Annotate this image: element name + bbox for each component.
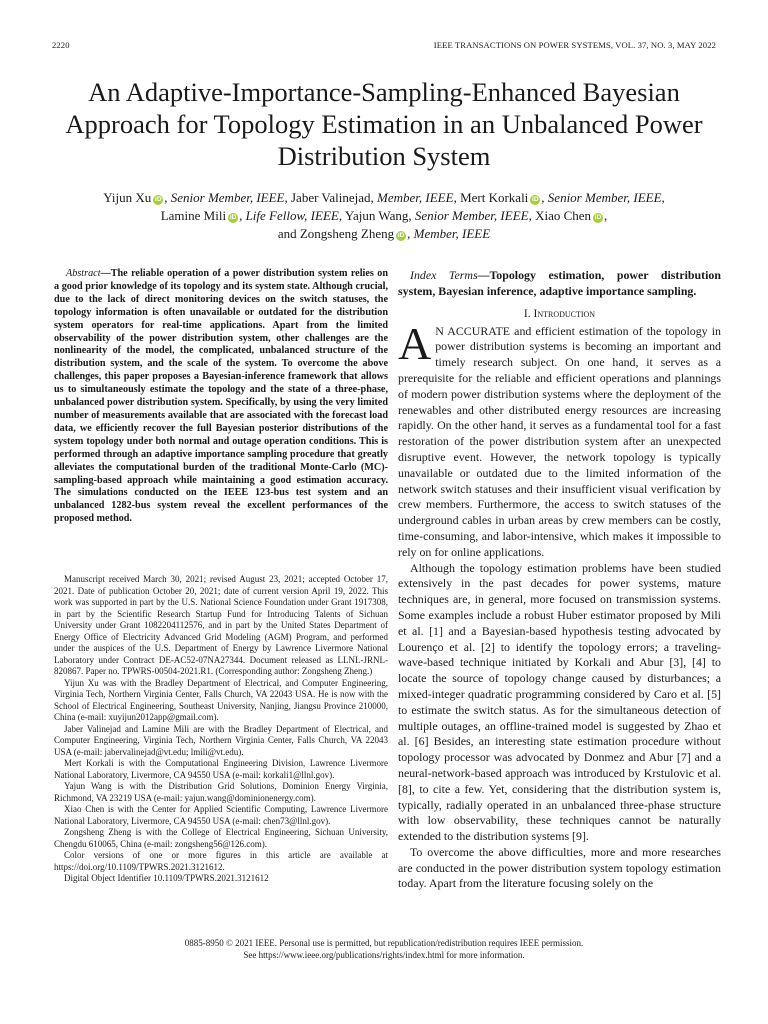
section-title: Introduction: [533, 307, 596, 320]
index-terms-label: Index Terms: [410, 268, 478, 282]
section-heading: [398, 308, 721, 320]
orcid-icon[interactable]: iD: [532, 196, 539, 203]
author-name: Jaber Valinejad: [290, 190, 371, 205]
right-column: [398, 268, 721, 892]
footnote-doi: Digital Object Identifier 10.1109/TPWRS.2021.3121612: [64, 873, 269, 883]
author-name: Yijun Xu: [103, 190, 152, 205]
orcid-icon[interactable]: iD: [397, 232, 405, 239]
section-number: I.: [523, 307, 531, 320]
abstract-text: —The reliable operation of a power distribution system relies on a good prior knowledge of its topology and its system state. Although crucial, due to the lack of direct monitoring devices on the switch statuses, the topology information is often unavailable or outdated for the distribution system operators for real-time applications. Apart from the limited observability of the power distribution system, other challenges are the nonlinearity of the model, the complicated, unbalanced structure of the distribution system, and the scale of the system. To overcome the above challenges, this paper proposes a Bayesian-inference framework that allows us to simultaneously estimate the topology and the state of a three-phase, unbalanced power distribution system. Specifically, by using the very limited number of measurements available that are associated with the forecast load data, we efficiently recover the full Bayesian posterior distributions of the system topology under both normal and outage operation conditions. This is performed through an adaptive importance sampling procedure that greatly alleviates the computational burden of the traditional Monte-Carlo (MC)-sampling-based approach while maintaining a good estimation accuracy. The simulations conducted on the IEEE 123-bus test system and an unbalanced 1282-bus system reveal the excellent performances of the proposed method.: [54, 268, 388, 525]
copyright-line: 0885-8950 © 2021 IEEE. Personal use is permitted, but republication/redistribution requires IEEE permission.: [184, 938, 584, 948]
index-terms: [398, 268, 721, 300]
intro-paragraph: Although the topology estimation problems have been studied extensively in the past decades for power systems, mature techniques are, in general, more focused on transmission systems. Some examples include a robust Huber estimator proposed by Mili et al. [1] and a Bayesian-based hypothesis testing advocated by Lourenço et al. [2] to identify the topology errors; a traveling-wave-based technique initiated by Korkali and Abur [3], [4] to locate the source of topology change caused by disturbances; a mixed-integer quadratic programming considered by Caro et al. [5] to estimate the switch status. As for the simultaneous detection of multiple outages, an offline-trained model is suggested by Zhao et al. [6] Besides, an interesting state estimation procedure without topology processor was advocated by Donmez and Abur [7] and a neural-network-based approach was introduced by Krstulovic et al. [8], to cite a few. Yet, considering that the distribution system is, typically, radially operated in an unbalanced three-phase structure with low observability, these techniques cannot be naturally extended to the distribution systems [9].: [398, 560, 721, 844]
intro-paragraph: To overcome the above difficulties, more and more researches are conducted in the power distribution system topology estimation today. Apart from the literature focusing solely on the: [398, 844, 721, 891]
abstract: [54, 268, 388, 526]
abstract-label: Abstract: [66, 268, 101, 279]
author-role: Senior Member, IEEE: [170, 190, 285, 205]
paper-title: An Adaptive-Importance-Sampling-Enhanced Bayesian Approach for Topology Estimation in an Unbalanced Power Distribution System: [65, 77, 703, 171]
footnote-affiliation: Mert Korkali is with the Computational Engineering Division, Lawrence Livermore National Laboratory, Livermore, CA 94550 USA (e-mail: korkali1@llnl.gov).: [54, 758, 388, 780]
index-terms-text: —Topology estimation, power distribution system, Bayesian inference, adaptive importance sampling.: [398, 268, 721, 298]
intro-paragraph: [398, 317, 721, 561]
footnote-affiliation: Zongsheng Zheng is with the College of Electrical Engineering, Sichuan University, Chengdu 610065, China (e-mail: zongsheng56@126.com).: [54, 827, 388, 849]
footnote-affiliation: Yajun Wang is with the Distribution Grid Solutions, Dominion Energy Virginia, Richmond, VA 23219 USA (e-mail: yajun.wang@dominionenergy.com).: [54, 781, 388, 803]
copyright-notice: [40, 938, 728, 961]
footnote-manuscript: Manuscript received March 30, 2021; revised August 23, 2021; accepted October 17, 2021. Date of publication October 20, 2021; date of current version April 19, 2022. This work was supported in part by the U.S. National Science Foundation under Grant 1917308, in part by the Scientific Research Startup Fund for Introducing Talents of Sichuan University under Grant 1082204112576, and in part by the United States Department of Energy Office of Electricity Advanced Grid Modeling (AGM) Program, and performed under the auspices of the U.S. Department of Energy by Lawrence Livermore National Laboratory under Contract DE-AC52-07NA27344. Document released as LLNL-JRNL-820867. Paper no. TPWRS-00504-2021.R1. (Corresponding author: Zongsheng Zheng.): [54, 574, 388, 676]
author-name: Xiao Chen: [535, 208, 592, 223]
orcid-icon[interactable]: iD: [229, 214, 237, 221]
footnote-affiliation: Jaber Valinejad and Lamine Mili are with the Bradley Department of Electrical, and Computer Engineering, Virginia Tech, Northern Virginia Center, Falls Church, VA 22043 USA (e-mail: jabervalinejad@vt.edu; lmili@vt.edu).: [54, 723, 388, 757]
left-column: [54, 268, 388, 526]
orcid-icon[interactable]: iD: [155, 196, 162, 203]
author-name: and Zongsheng Zheng: [277, 226, 395, 241]
footnote-affiliation: Yijun Xu was with the Bradley Department of Electrical, and Computer Engineering, Virginia Tech, Northern Virginia Center, Falls Church, VA 22043 USA. He is now with the School of Electrical Engineering, Southeast University, Nanjing, Jiangsu Province 210000, China (e-mail: xuyijun2012app@gmail.com).: [54, 677, 388, 722]
author-name: Mert Korkali: [460, 190, 529, 205]
author-role: Senior Member, IEEE: [414, 208, 529, 223]
paragraph-text: N ACCURATE and efficient estimation of the topology in power distribution systems is becoming an important and timely research subject. On one hand, it serves as a prerequisite for the reliable and efficient operations and plannings of modern power distribution systems where the deployment of the renewables and other distributed energy resources are increasing rapidly. On the other hand, it serves as a fundamental tool for a fast restoration of the power distribution system after an unexpected disruptive event. However, the network topology is typically unavailable or outdated due to the limited information of the network switch statuses and their insufficient visual verification by crew members. Furthermore, the access to switch statuses of the underground cables in urban areas by crew members can be costly, time-consuming, and labor-intensive, which makes it impossible to rely on for online applications.: [398, 323, 721, 559]
orcid-icon[interactable]: iD: [594, 214, 602, 221]
author-role: Member, IEEE: [377, 190, 454, 205]
author-role: Senior Member, IEEE: [547, 190, 662, 205]
page-number: 2220: [52, 40, 70, 50]
author-name: Lamine Mili: [160, 208, 227, 223]
journal-header: IEEE TRANSACTIONS ON POWER SYSTEMS, VOL. 37, NO. 3, MAY 2022: [433, 40, 716, 50]
rights-link[interactable]: See https://www.ieee.org/publications/rights/index.html for more information.: [243, 949, 525, 960]
author-role: Member, IEEE: [413, 226, 491, 241]
author-list: Yijun Xu iD , Senior Member, IEEE, Jaber Valinejad, Member, IEEE, Mert Korkali iD , Senior Member, IEEE, Lamine Mili iD , Life Fellow, IEEE, Yajun Wang, Senior Member, IEEE, Xiao Chen iD , and Zongsheng Zheng iD , Member, IEEE: [103, 190, 665, 241]
author-name: Yajun Wang: [344, 208, 409, 223]
footnote-affiliation: Xiao Chen is with the Center for Applied Scientific Computing, Lawrence Livermore National Laboratory, Livermore, CA 94550 USA (e-mail: chen73@llnl.gov).: [54, 804, 388, 826]
drop-cap: A: [398, 317, 432, 369]
footnote-color-figures: Color versions of one or more figures in this article are available at https://doi.org/10.1109/TPWRS.2021.3121612.: [54, 850, 388, 872]
author-role: Life Fellow, IEEE: [245, 208, 339, 223]
footnotes: [54, 574, 388, 885]
